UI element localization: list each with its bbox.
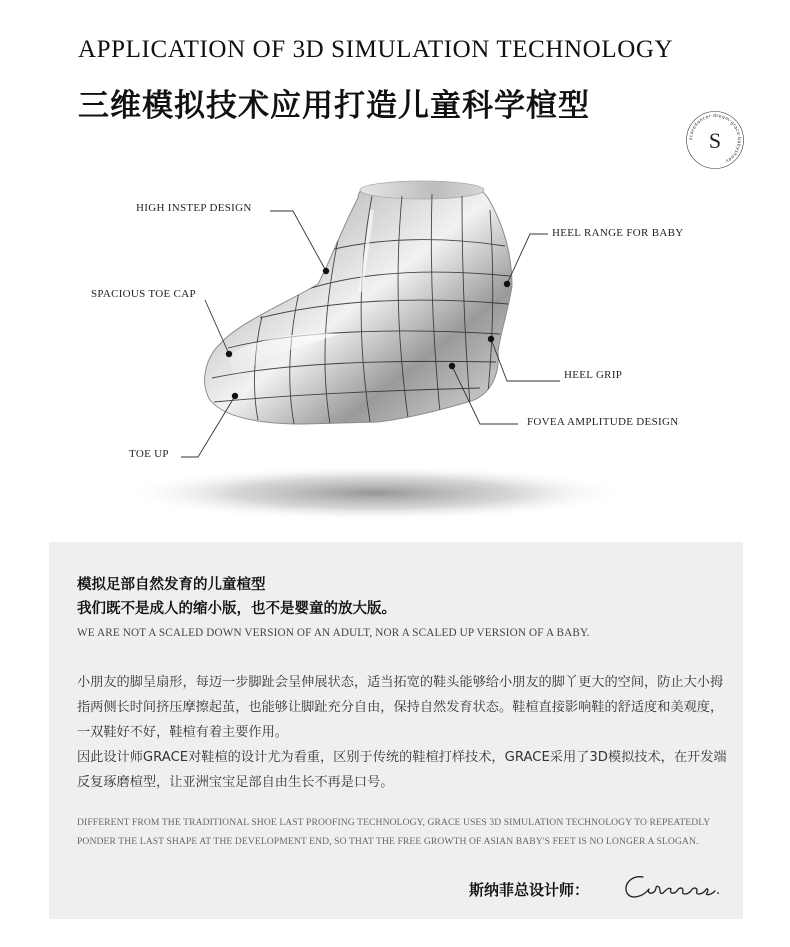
shoe-last-diagram: [0, 170, 790, 530]
seal-ring-text: scaredancer·dream·grace·babyshoes·: [688, 113, 742, 165]
seal-letter: S: [708, 128, 722, 153]
callout-spacious-toe-cap: SPACIOUS TOE CAP: [91, 288, 196, 300]
heading-line-1: 模拟足部自然发育的儿童楦型: [77, 577, 266, 593]
signature-label: 斯纳菲总设计师：: [469, 881, 590, 899]
info-panel: [49, 542, 743, 919]
brand-seal-logo: [685, 110, 745, 170]
body-paragraph-1: 小朋友的脚呈扇形，每迈一步脚趾会呈伸展状态，适当拓宽的鞋头能够给小朋友的脚丫更大的空间，防止大小拇指两侧长时间挤压摩擦起茧，也能够让脚趾充分自由，保持自然发育状态。鞋楦直接影响鞋的舒适度和美观度，一双鞋好不好，鞋楦有着主要作用。: [77, 675, 724, 740]
shoe-last-illustration: [0, 170, 790, 530]
callout-high-instep: HIGH INSTEP DESIGN: [136, 202, 252, 214]
page-title-en: APPLICATION OF 3D SIMULATION TECHNOLOGY: [78, 36, 674, 63]
designer-signature: [621, 869, 721, 903]
heading-line-2: 我们既不是成人的缩小版，也不是婴童的放大版。: [77, 601, 396, 617]
body-text-en: DIFFERENT FROM THE TRADITIONAL SHOE LAST PROOFING TECHNOLOGY, GRACE USES 3D SIMULATION TECHNOLOGY TO REPEATEDLY PONDER THE LAST SHAPE AT THE DEVELOPMENT END, SO THAT THE FREE GROWTH OF ASIAN BABY'S FEET IS NO LONGER A SLOGAN.: [77, 817, 710, 847]
subheading-en: WE ARE NOT A SCALED DOWN VERSION OF AN ADULT, NOR A SCALED UP VERSION OF A BABY.: [77, 627, 590, 639]
page-title-cn: 三维模拟技术应用打造儿童科学楦型: [78, 88, 590, 124]
callout-heel-grip: HEEL GRIP: [564, 369, 623, 381]
callout-toe-up: TOE UP: [129, 448, 169, 460]
callout-heel-range: HEEL RANGE FOR BABY: [552, 227, 684, 239]
callout-fovea-amplitude: FOVEA AMPLITUDE DESIGN: [527, 416, 679, 428]
body-text-cn: [77, 670, 729, 795]
body-paragraph-2: 因此设计师GRACE对鞋楦的设计尤为看重，区别于传统的鞋楦打样技术，GRACE采用了3D模拟技术，在开发端反复琢磨楦型，让亚洲宝宝足部自由生长不再是口号。: [77, 750, 727, 790]
